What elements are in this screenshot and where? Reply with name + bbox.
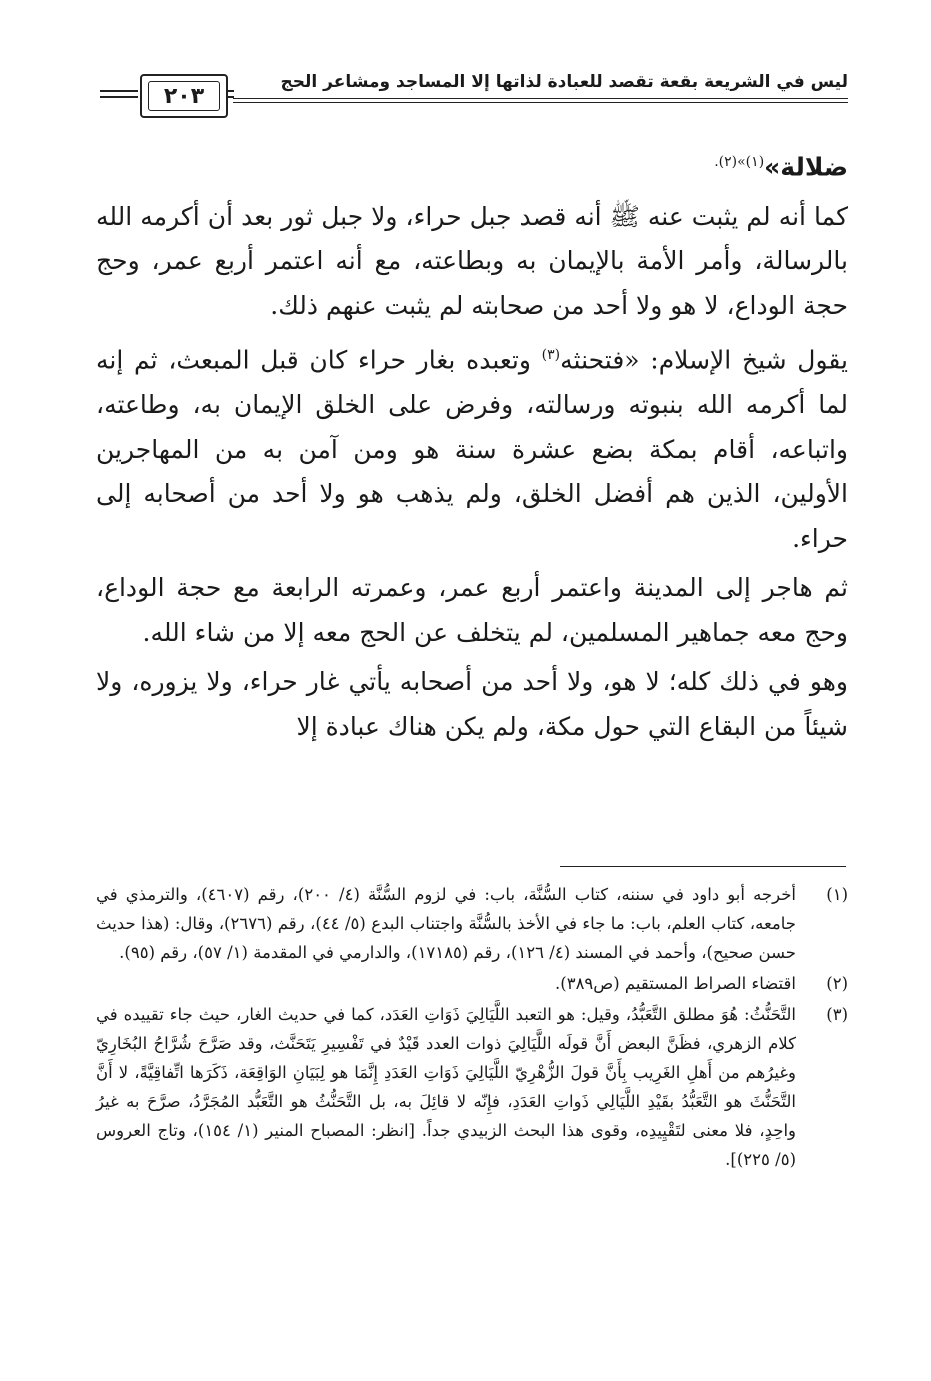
footnote-text: أخرجه أبو داود في سننه، كتاب السُّنَّة، باب: في لزوم السُّنَّة (٤/ ٢٠٠)، رقم (٤٦٠٧)، والترمذي في جامعه، كتاب العلم، باب: ما جاء في الأخذ بالسُّنَّة واجتناب البدع (٥/ ٤٤)، رقم (٢٦٧٦)، وقال: (هذا حديث حسن صحيح)، وأحمد في المسند (٤/ ١٢٦)، رقم (١٧١٨٥)، والدارمي في المقدمة (١/ ٥٧)، رقم (٩٥). [96, 885, 796, 962]
paragraph-3: ثم هاجر إلى المدينة واعتمر أربع عمر، وعمرته الرابعة مع حجة الوداع، وحج معه جماهير المسلمين، لم يتخلف عن الحج معه إلا من شاء الله. [96, 573, 848, 647]
footnote-number: (١) [826, 885, 848, 904]
footnote-text: اقتضاء الصراط المستقيم (ص٣٨٩). [555, 974, 796, 993]
paragraph-2 [96, 333, 848, 561]
opening-word: ضلالة» [764, 152, 848, 182]
header-rule [233, 98, 848, 99]
paragraph-4: وهو في ذلك كله؛ لا هو، ولا أحد من أصحابه يأتي غار حراء، ولا يزوره، ولا شيئاً من البقاع التي حول مكة، ولم يكن هناك عبادة إلا [96, 667, 848, 741]
page-number: ٢٠٣ [148, 81, 220, 111]
footnote-number: (٢) [826, 974, 848, 993]
paragraph-2-start: يقول شيخ الإسلام: «فتحنثه [560, 345, 848, 375]
page-number-frame [140, 74, 228, 118]
footnote [96, 880, 848, 967]
running-header [100, 66, 848, 122]
header-rule-secondary [233, 102, 848, 103]
header-rule-left-secondary [100, 96, 138, 98]
footnote [96, 1000, 848, 1174]
footnote-ref-3: (٣) [541, 347, 561, 364]
paragraph-opening [96, 140, 848, 190]
footnote-number: (٣) [826, 1005, 848, 1024]
footnote [96, 969, 848, 998]
footnote-separator [560, 866, 846, 867]
paragraph-1: كما أنه لم يثبت عنه ﷺ أنه قصد جبل حراء، ولا جبل ثور بعد أن أكرمه الله بالرسالة، وأمر الأمة بالإيمان به وبطاعته، مع أنه اعتمر أربع عمر، وحج حجة الوداع، لا هو ولا أحد من صحابته لم يثبت عنهم ذلك. [96, 201, 848, 320]
footnote-text: التَّحَنُّثُ: هُوَ مطلق التَّعَبُّدُ، وقيل: هو التعبد اللَّيَالِيَ ذَوَاتِ العَدَد، كما في حديث الغار، حيث جاء تقييده في كلام الزهري، فظَنَّ البعض أَنَّ قولَه اللَّيَالِيَ ذوات العدد قَيْدٌ في تَفْسِيرِ يَتَحَنَّث، وقد صَرَّحَ شُرَّاحُ البُخَارِيّ وغيرُهم من أَهلِ الغَرِيب بِأَنَّ قولَ الزُّهْرِيّ اللَّيَالِيَ ذَوَاتِ العَدَدِ إِنَّمَا هو لِبَيَانِ الوَاقِعَة، ذَكَرَها اتِّفاقِيَّةً، لا أَنَّ التَّحَنُّثَ هو التَّعَبُّدُ بقَيْدِ اللَّيَالِي ذَواتِ العَدَدِ، فإِنّه لا قائِلَ به، بل التَّحَنُّثُ هو التَّعَبُّد المُجَرَّدُ، صرَّحَ به غيرُ واحِدٍ، فلا معنى لتَقْيِيدِه، وقوى هذا البحث الزبيدي جداً. [انظر: المصباح المنير (١/ ١٥٤)، وتاج العروس (٥/ ٢٢٥)]. [96, 1005, 796, 1169]
header-title: ليس في الشريعة بقعة تقصد للعبادة لذاتها إلا المساجد ومشاعر الحج [280, 72, 848, 92]
paragraph-2-rest: وتعبده بغار حراء كان قبل المبعث، ثم إنه لما أكرمه الله بنبوته ورسالته، وفرض على الخلق الإيمان به، وطاعته، واتباعه، أقام بمكة بضع عشرة سنة هو ومن آمن به من المهاجرين الأولين، الذين هم أفضل الخلق، ولم يذهب هو ولا أحد من أصحابه إلى حراء. [96, 345, 848, 553]
footnote-refs: (١)»(٢). [714, 154, 765, 170]
main-text [96, 140, 848, 754]
footnotes [96, 880, 848, 1176]
header-rule-left [100, 90, 138, 92]
